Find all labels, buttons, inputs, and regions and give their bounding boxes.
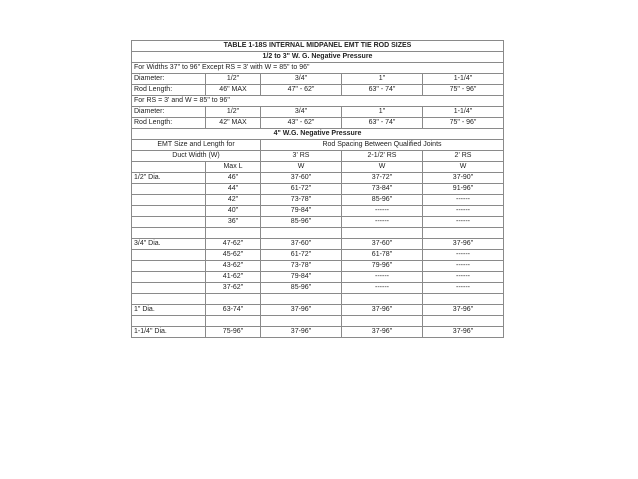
spacing-2-5ft-cell: ------ [342,272,423,283]
rod-length-value: 63" - 74" [342,118,423,129]
diameter-label: Diameter: [132,74,206,85]
diameter-value: 1/2" [206,74,261,85]
spacing-2-5ft-cell [342,316,423,327]
spacing-2ft-cell [423,228,504,239]
table-row [132,327,504,338]
diameter-value: 1-1/4" [423,74,504,85]
spacing-3ft-cell [261,316,342,327]
spacing-2ft-cell: 91-96" [423,184,504,195]
w-header: W [342,162,423,173]
spacing-2ft-cell: 37-90" [423,173,504,184]
rod-length-value: 63" - 74" [342,85,423,96]
table-row [132,250,504,261]
emt-size-cell [132,272,206,283]
spacing-3ft-cell: 37-96" [261,327,342,338]
max-length-cell: 44" [206,184,261,195]
rod-length-value: 42" MAX [206,118,261,129]
spacing-3ft-cell [261,228,342,239]
emt-size-cell [132,217,206,228]
table-row [132,206,504,217]
spacing-2-5ft-cell [342,294,423,305]
emt-size-cell: 3/4" Dia. [132,239,206,250]
emt-size-header-line1: EMT Size and Length for [132,140,261,151]
table-row [132,173,504,184]
emt-size-cell [132,294,206,305]
spacing-2-5ft-cell: ------ [342,217,423,228]
table-row [132,305,504,316]
spacing-2ft-cell: ------ [423,195,504,206]
table-row [132,195,504,206]
diameter-value: 3/4" [261,107,342,118]
max-length-cell: 43-62" [206,261,261,272]
emt-size-cell [132,316,206,327]
tie-rod-table [131,40,504,338]
max-length-cell [206,294,261,305]
max-length-cell: 47-62" [206,239,261,250]
spacing-2ft-cell: ------ [423,250,504,261]
spacing-3ft-cell: 61-72" [261,250,342,261]
section2-heading: 4" W.G. Negative Pressure [132,129,504,140]
spacing-2-5ft-cell: 85-96" [342,195,423,206]
max-length-cell: 40" [206,206,261,217]
rod-length-label: Rod Length: [132,118,206,129]
table-title: TABLE 1-18S INTERNAL MIDPANEL EMT TIE ROD SIZES [132,41,504,52]
w-header: W [261,162,342,173]
spacing-2-5ft-cell: 37-96" [342,305,423,316]
spacing-2-5ft-cell: 37-72" [342,173,423,184]
spacing-2-5ft-cell: 61-78" [342,250,423,261]
spacing-2ft-cell [423,294,504,305]
spacing-2-5ft-cell [342,228,423,239]
table-row [132,283,504,294]
spacing-2ft-cell: 37-96" [423,239,504,250]
max-length-cell: 41-62" [206,272,261,283]
emt-size-cell [132,184,206,195]
spacing-2-5ft-cell: ------ [342,283,423,294]
spacing-2ft-cell: ------ [423,217,504,228]
max-length-cell: 75-96" [206,327,261,338]
w-header: W [423,162,504,173]
spacing-2ft-cell: ------ [423,261,504,272]
table-row [132,217,504,228]
max-l-header: Max L [206,162,261,173]
table-row [132,272,504,283]
spacing-column-header: 2' RS [423,151,504,162]
spacing-2-5ft-cell: 37-60" [342,239,423,250]
table-row [132,316,504,327]
spacing-3ft-cell: 37-96" [261,305,342,316]
rod-length-value: 75" - 96" [423,85,504,96]
emt-size-cell [132,228,206,239]
emt-size-cell: 1/2" Dia. [132,173,206,184]
table-row [132,294,504,305]
spacing-2ft-cell [423,316,504,327]
spacing-3ft-cell: 37-60" [261,173,342,184]
spacing-2ft-cell: 37-96" [423,305,504,316]
section1-condition-1: For Widths 37" to 96" Except RS = 3' with W = 85" to 96" [132,63,504,74]
max-length-cell: 37-62" [206,283,261,294]
table-row [132,184,504,195]
spacing-3ft-cell: 85-96" [261,283,342,294]
spacing-3ft-cell [261,294,342,305]
max-length-cell: 36" [206,217,261,228]
emt-size-cell [132,206,206,217]
rod-spacing-header: Rod Spacing Between Qualified Joints [261,140,504,151]
table-row [132,261,504,272]
diameter-value: 1" [342,107,423,118]
emt-size-cell [132,195,206,206]
spacing-2ft-cell: ------ [423,283,504,294]
max-length-cell [206,228,261,239]
emt-size-cell [132,283,206,294]
diameter-value: 1-1/4" [423,107,504,118]
rod-length-label: Rod Length: [132,85,206,96]
spacing-2-5ft-cell: 37-96" [342,327,423,338]
emt-size-cell [132,250,206,261]
rod-length-value: 47" - 62" [261,85,342,96]
max-length-cell [206,316,261,327]
rod-length-value: 43" - 62" [261,118,342,129]
max-length-cell: 46" [206,173,261,184]
rod-length-value: 75" - 96" [423,118,504,129]
spacing-3ft-cell: 37-60" [261,239,342,250]
emt-size-cell: 1-1/4" Dia. [132,327,206,338]
spacing-3ft-cell: 73-78" [261,261,342,272]
diameter-value: 1/2" [206,107,261,118]
spacing-3ft-cell: 73-78" [261,195,342,206]
rod-length-value: 46" MAX [206,85,261,96]
document [131,40,503,338]
section1-heading: 1/2 to 3" W. G. Negative Pressure [132,52,504,63]
spacing-column-header: 3' RS [261,151,342,162]
max-length-cell: 45-62" [206,250,261,261]
diameter-value: 1" [342,74,423,85]
spacing-2-5ft-cell: 73-84" [342,184,423,195]
size-column-blank [132,162,206,173]
spacing-2ft-cell: ------ [423,206,504,217]
emt-size-cell [132,261,206,272]
emt-size-cell: 1" Dia. [132,305,206,316]
max-length-cell: 42" [206,195,261,206]
diameter-value: 3/4" [261,74,342,85]
spacing-3ft-cell: 79-84" [261,272,342,283]
table-row [132,228,504,239]
emt-size-header-line2: Duct Width (W) [132,151,261,162]
spacing-2ft-cell: 37-96" [423,327,504,338]
spacing-2ft-cell: ------ [423,272,504,283]
section1-condition-2: For RS = 3' and W = 85" to 96" [132,96,504,107]
max-length-cell: 63-74" [206,305,261,316]
spacing-2-5ft-cell: ------ [342,206,423,217]
spacing-column-header: 2-1/2' RS [342,151,423,162]
spacing-3ft-cell: 85-96" [261,217,342,228]
spacing-3ft-cell: 79-84" [261,206,342,217]
spacing-3ft-cell: 61-72" [261,184,342,195]
table-row [132,239,504,250]
spacing-2-5ft-cell: 79-96" [342,261,423,272]
diameter-label: Diameter: [132,107,206,118]
